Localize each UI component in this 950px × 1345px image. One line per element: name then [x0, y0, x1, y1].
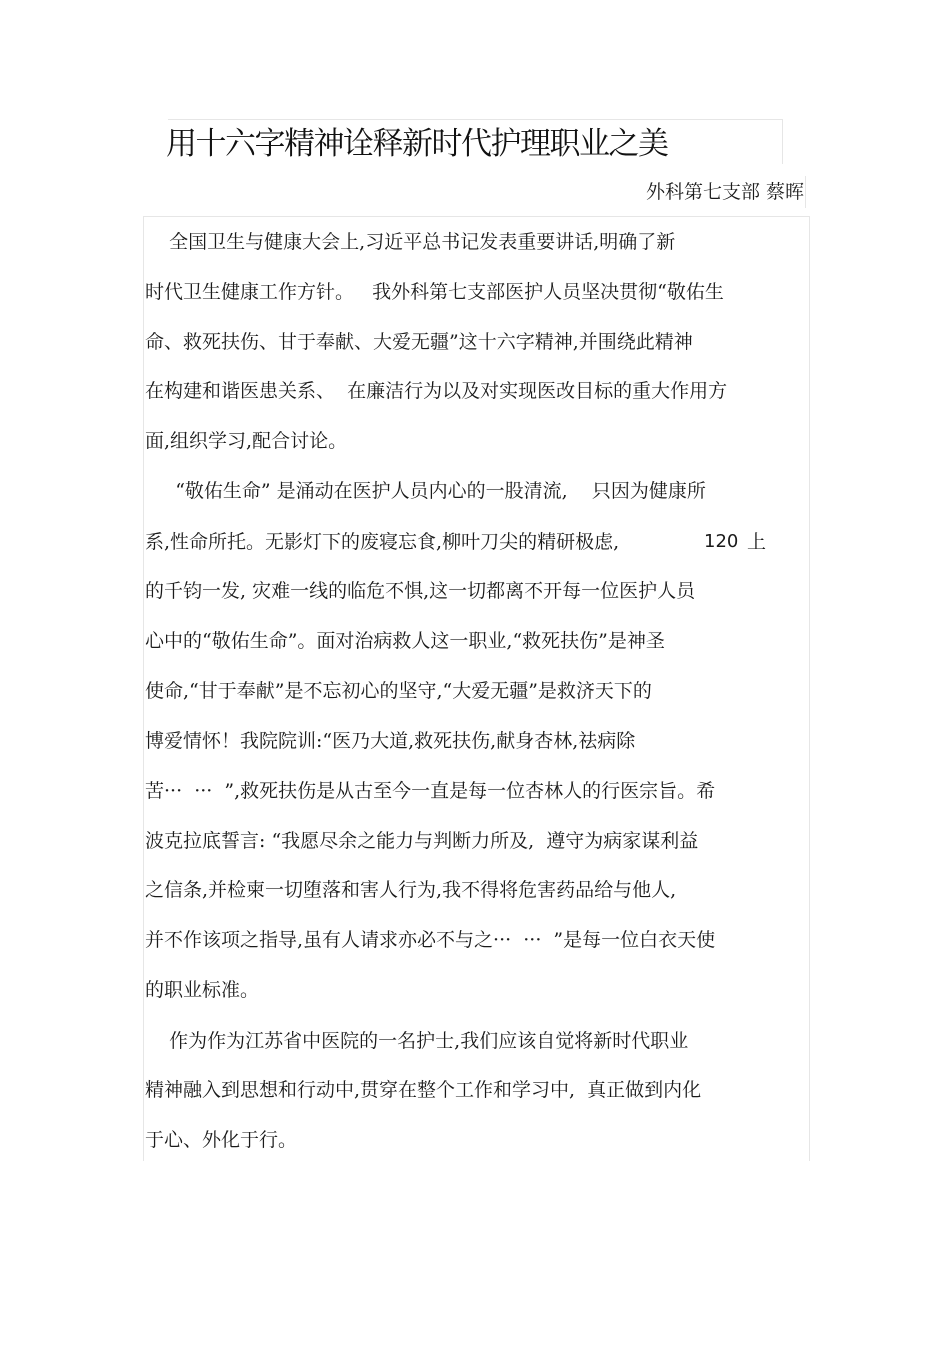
text-line: 于心、外化于行。 [145, 1129, 298, 1151]
text-line-end: 上 [747, 531, 767, 553]
text-line: 系,性命所托。无影灯下的废寝忘食,柳叶刀尖的精研极虑, [145, 531, 620, 553]
text-line: 命、救死扶伤、甘于奉献、大爱无疆”这十六字精神,并围绕此精神 [145, 331, 693, 353]
author-line: 外科第七支部 蔡晖 [645, 181, 804, 203]
text-number: 120 [704, 531, 739, 552]
text-line: 波克拉底誓言: “我愿尽余之能力与判断力所及, 遵守为病家谋利益 [145, 830, 699, 852]
text-line: 苦··· ··· ”,救死扶伤是从古至今一直是每一位杏林人的行医宗旨。希 [145, 780, 716, 802]
text-line: 时代卫生健康工作方针。 我外科第七支部医护人员坚决贯彻“敬佑生 [145, 281, 724, 303]
text-line: 的千钧一发, 灾难一线的临危不惧,这一切都离不开每一位医护人员 [145, 580, 696, 602]
text-line: 在构建和谐医患关系、 在廉洁行为以及对实现医改目标的重大作用方 [145, 380, 728, 402]
document-title: 用十六字精神诠释新时代护理职业之美 [166, 126, 668, 162]
text-line: 博爱情怀！我院院训:“医乃大道,救死扶伤,献身杏林,祛病除 [145, 730, 636, 752]
text-line: 之信条,并检柬一切堕落和害人行为,我不得将危害药品给与他人, [145, 879, 677, 901]
text-line: 精神融入到思想和行动中,贯穿在整个工作和学习中, 真正做到内化 [145, 1079, 702, 1101]
text-line: 使命,“甘于奉献”是不忘初心的坚守,“大爱无疆”是救济天下的 [145, 680, 652, 702]
text-line: “敬佑生命” 是涌动在医护人员内心的一股清流, 只因为健康所 [145, 480, 706, 502]
text-line: 的职业标准。 [145, 979, 260, 1001]
text-line: 并不作该项之指导,虽有人请求亦必不与之··· ··· ”是每一位白衣天使 [145, 929, 716, 951]
text-line: 作为作为江苏省中医院的一名护士,我们应该自觉将新时代职业 [145, 1030, 689, 1052]
text-line: 面,组织学习,配合讨论。 [145, 430, 348, 452]
text-line: 心中的“敬佑生命”。面对治病救人这一职业,“救死扶伤”是神圣 [145, 630, 665, 652]
text-line: 全国卫生与健康大会上,习近平总书记发表重要讲话,明确了新 [145, 231, 676, 253]
